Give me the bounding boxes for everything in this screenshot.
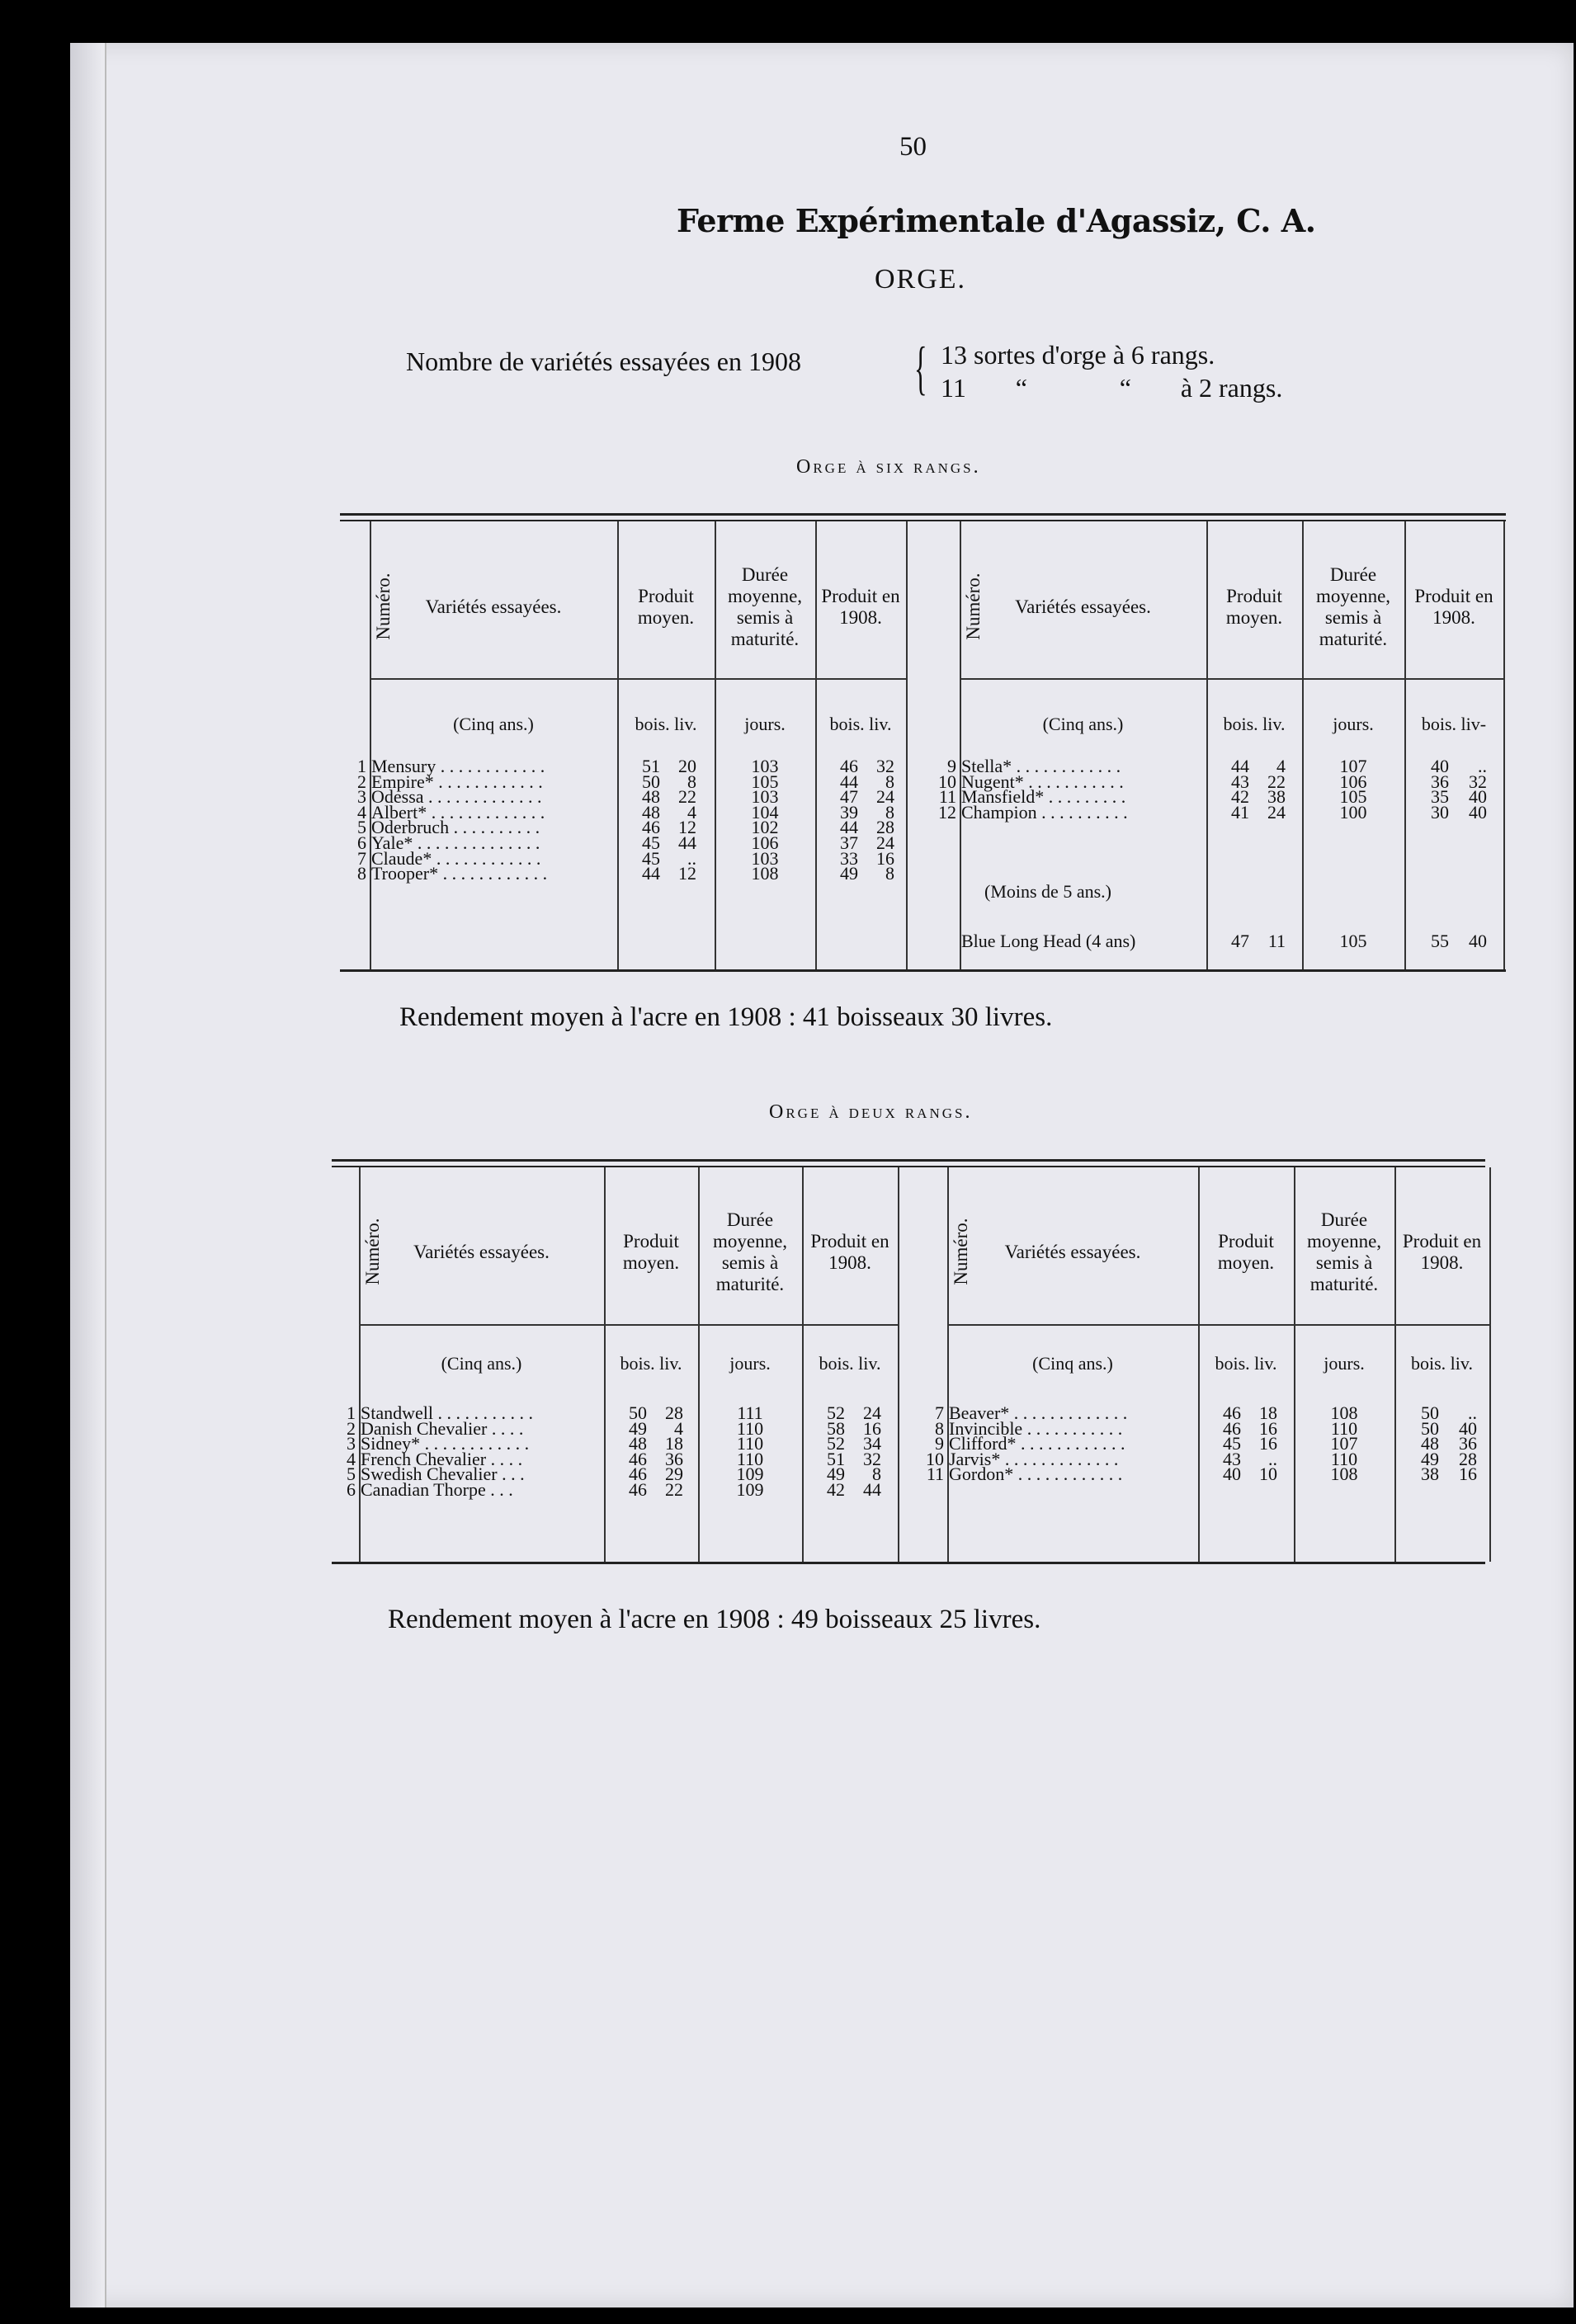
variety-name: Yale* . . . . . . . . . . . . . . [371, 832, 540, 853]
varieties-intro: Nombre de variétés essayées en 1908 [406, 346, 801, 376]
avg-pounds: 44 [678, 832, 696, 853]
avg-bushels: 50 [629, 1402, 647, 1423]
table-top-rule [340, 513, 1506, 516]
avg-pounds: 22 [678, 786, 696, 808]
days-to-maturity: 110 [736, 1448, 764, 1469]
row-number: 12 [938, 801, 956, 823]
days-to-maturity: 104 [751, 801, 779, 823]
variety-name: Clifford* . . . . . . . . . . . . [949, 1433, 1125, 1454]
yield-1908-pounds: 28 [1459, 1448, 1477, 1469]
days-to-maturity: 106 [1339, 771, 1367, 792]
yield-1908-pounds: 32 [863, 1448, 881, 1469]
yield-1908-bushels: 37 [840, 832, 858, 853]
avg-pounds: 38 [1267, 786, 1286, 808]
document-page [70, 43, 1574, 2308]
produit-moyen-header: Produit moyen. [1225, 586, 1283, 628]
yield-1908-bushels: 42 [827, 1479, 845, 1500]
yield-1908-pounds: 32 [1469, 771, 1487, 792]
bois-liv-subheader: bois. liv. [1411, 1353, 1473, 1374]
crop-title: ORGE. [875, 264, 967, 295]
row-number: 2 [357, 771, 366, 792]
duree-header: Durée moyenne, semis à maturité. [1315, 564, 1391, 649]
six-row-rendement: Rendement moyen à l'acre en 1908 : 41 boisseaux 30 livres. [399, 1002, 1053, 1032]
variety-name: Blue Long Head (4 ans) [961, 931, 1136, 951]
row-number: 4 [357, 801, 366, 823]
row-number: 9 [935, 1433, 944, 1454]
avg-bushels: 51 [642, 756, 660, 776]
yield-1908-pounds: 16 [876, 847, 894, 869]
variety-name: Odessa . . . . . . . . . . . . . [371, 786, 542, 808]
variety-name: Swedish Chevalier . . . [361, 1464, 525, 1485]
varieties-two-suffix: à 2 rangs. [1180, 373, 1283, 403]
days-to-maturity: 100 [1339, 801, 1367, 823]
avg-pounds: 20 [678, 756, 696, 776]
avg-bushels: 46 [642, 817, 660, 838]
avg-bushels: 46 [1223, 1417, 1241, 1439]
days-to-maturity: 110 [736, 1417, 764, 1439]
days-to-maturity: 103 [751, 756, 779, 776]
yield-1908-pounds: 24 [876, 786, 894, 808]
row-number: 6 [347, 1479, 356, 1500]
column-divider [715, 521, 716, 969]
duree-header: Durée moyenne, semis à maturité. [712, 1209, 788, 1294]
row-number: 8 [935, 1417, 944, 1439]
yield-1908-bushels: 49 [1421, 1448, 1439, 1469]
period-subheader: (Cinq ans.) [1042, 714, 1124, 734]
row-number: 1 [357, 756, 366, 776]
brace-glyph: { [914, 335, 927, 401]
bois-liv-subheader: bois. liv. [829, 714, 892, 734]
avg-pounds: 18 [1259, 1402, 1277, 1423]
variety-name: Champion . . . . . . . . . . [961, 801, 1128, 823]
variety-name: Stella* . . . . . . . . . . . . [961, 756, 1121, 776]
varietes-header: Variétés essayées. [1004, 1241, 1141, 1262]
column-divider [1503, 521, 1505, 969]
column-divider [906, 521, 908, 969]
days-to-maturity: 110 [1330, 1417, 1358, 1439]
column-divider [370, 521, 371, 969]
yield-1908-bushels: 30 [1431, 801, 1449, 823]
row-number: 7 [357, 847, 366, 869]
variety-name: Nugent* . . . . . . . . . . . [961, 771, 1124, 792]
row-number: 5 [357, 817, 366, 838]
variety-name: Invincible . . . . . . . . . . . [949, 1417, 1123, 1439]
period-subheader: (Cinq ans.) [453, 714, 534, 734]
yield-1908-pounds: 16 [863, 1417, 881, 1439]
moins-subheader: (Moins de 5 ans.) [984, 881, 1111, 902]
bois-liv-subheader: bois. liv. [1215, 1353, 1277, 1374]
avg-bushels: 46 [629, 1479, 647, 1500]
avg-pounds: 28 [665, 1402, 683, 1423]
bois-liv-subheader: bois. liv. [635, 714, 697, 734]
avg-pounds: 22 [1267, 771, 1286, 792]
column-divider [815, 521, 817, 969]
column-divider [960, 521, 961, 969]
numero-header: Numéro. [963, 573, 984, 640]
bois-liv-subheader: bois. liv. [620, 1353, 682, 1374]
days-to-maturity: 109 [736, 1479, 764, 1500]
column-divider [1404, 521, 1406, 969]
yield-1908-pounds: 40 [1459, 1417, 1477, 1439]
six-row-section-title: Orge à six rangs. [796, 456, 981, 478]
column-divider [617, 521, 619, 969]
variety-name: Mansfield* . . . . . . . . . [961, 786, 1126, 808]
numero-header: Numéro. [951, 1217, 971, 1285]
yield-1908-pounds: 34 [863, 1433, 881, 1454]
variety-name: Beaver* . . . . . . . . . . . . . [949, 1402, 1128, 1423]
avg-bushels: 45 [642, 847, 660, 869]
days-to-maturity: 105 [1339, 786, 1367, 808]
column-divider [1302, 521, 1304, 969]
avg-pounds: 10 [1259, 1464, 1277, 1485]
avg-pounds: .. [687, 847, 696, 869]
yield-1908-pounds: 40 [1469, 931, 1487, 951]
days-to-maturity: 107 [1339, 756, 1367, 776]
row-number: 1 [347, 1402, 356, 1423]
yield-1908-pounds: 32 [876, 756, 894, 776]
bois-liv-subheader: bois. liv. [1223, 714, 1286, 734]
table-bottom-rule [332, 1562, 1485, 1564]
produit-moyen-header: Produit moyen. [637, 586, 695, 628]
avg-bushels: 49 [629, 1417, 647, 1439]
yield-1908-bushels: 51 [827, 1448, 845, 1469]
yield-1908-pounds: 16 [1459, 1464, 1477, 1485]
yield-1908-pounds: 8 [885, 771, 894, 792]
varietes-header: Variétés essayées. [1015, 596, 1151, 617]
produit-1908-header: Produit en 1908. [821, 586, 900, 628]
avg-bushels: 46 [1223, 1402, 1241, 1423]
header-rule [960, 678, 1503, 680]
variety-name: Gordon* . . . . . . . . . . . . [949, 1464, 1123, 1485]
yield-1908-bushels: 38 [1421, 1464, 1439, 1485]
bois-liv-subheader: bois. liv- [1421, 714, 1487, 734]
jours-subheader: jours. [744, 714, 786, 734]
avg-pounds: 12 [678, 863, 696, 884]
variety-name: Albert* . . . . . . . . . . . . . [371, 801, 545, 823]
variety-name: Trooper* . . . . . . . . . . . . [371, 863, 548, 884]
two-row-section-title: Orge à deux rangs. [769, 1101, 973, 1123]
avg-pounds: 18 [665, 1433, 683, 1454]
yield-1908-pounds: 40 [1469, 786, 1487, 808]
produit-1908-header: Produit en 1908. [1414, 586, 1493, 628]
yield-1908-pounds: 8 [885, 801, 894, 823]
two-row-rendement: Rendement moyen à l'acre en 1908 : 49 boisseaux 25 livres. [388, 1605, 1041, 1634]
avg-bushels: 42 [1231, 786, 1249, 808]
numero-header: Numéro. [373, 573, 394, 640]
header-rule [370, 678, 906, 680]
variety-name: Sidney* . . . . . . . . . . . . [361, 1433, 530, 1454]
ditto-mark: “ [1015, 373, 1027, 403]
days-to-maturity: 110 [736, 1433, 764, 1454]
yield-1908-bushels: 49 [827, 1464, 845, 1485]
table-top-rule [340, 520, 1506, 521]
days-to-maturity: 108 [1330, 1402, 1358, 1423]
variety-name: Jarvis* . . . . . . . . . . . . . [949, 1448, 1119, 1469]
yield-1908-pounds: .. [1468, 1402, 1477, 1423]
avg-pounds: .. [1268, 1448, 1277, 1469]
avg-pounds: 22 [665, 1479, 683, 1500]
days-to-maturity: 111 [737, 1402, 763, 1423]
avg-pounds: 36 [665, 1448, 683, 1469]
yield-1908-pounds: 36 [1459, 1433, 1477, 1454]
period-subheader: (Cinq ans.) [1032, 1353, 1113, 1374]
days-to-maturity: 103 [751, 786, 779, 808]
produit-1908-header: Produit en 1908. [810, 1230, 889, 1273]
yield-1908-bushels: 58 [827, 1417, 845, 1439]
avg-pounds: 4 [674, 1417, 683, 1439]
avg-bushels: 47 [1231, 931, 1249, 951]
varieties-two-line [941, 371, 1282, 404]
bois-liv-subheader: bois. liv. [819, 1353, 881, 1374]
table-top-rule [332, 1166, 1485, 1167]
yield-1908-bushels: 35 [1431, 786, 1449, 808]
avg-bushels: 44 [1231, 756, 1249, 776]
days-to-maturity: 110 [1330, 1448, 1358, 1469]
yield-1908-bushels: 44 [840, 817, 858, 838]
table-top-rule [332, 1159, 1485, 1162]
days-to-maturity: 105 [751, 771, 779, 792]
days-to-maturity: 108 [751, 863, 779, 884]
yield-1908-bushels: 40 [1431, 756, 1449, 776]
variety-name: Claude* . . . . . . . . . . . . [371, 847, 541, 869]
yield-1908-bushels: 36 [1431, 771, 1449, 792]
avg-pounds: 29 [665, 1464, 683, 1485]
row-number: 8 [357, 863, 366, 884]
avg-pounds: 16 [1259, 1417, 1277, 1439]
row-number: 10 [938, 771, 956, 792]
avg-pounds: 8 [687, 771, 696, 792]
row-number: 4 [347, 1448, 356, 1469]
row-number: 7 [935, 1402, 944, 1423]
avg-pounds: 24 [1267, 801, 1286, 823]
variety-name: Mensury . . . . . . . . . . . . [371, 756, 545, 776]
yield-1908-bushels: 33 [840, 847, 858, 869]
header-rule [947, 1324, 1489, 1326]
avg-bushels: 46 [629, 1448, 647, 1469]
period-subheader: (Cinq ans.) [441, 1353, 522, 1374]
avg-bushels: 43 [1231, 771, 1249, 792]
days-to-maturity: 103 [751, 847, 779, 869]
avg-bushels: 43 [1223, 1448, 1241, 1469]
yield-1908-bushels: 47 [840, 786, 858, 808]
avg-bushels: 48 [642, 801, 660, 823]
avg-pounds: 16 [1259, 1433, 1277, 1454]
variety-name: Standwell . . . . . . . . . . . [361, 1402, 533, 1423]
avg-pounds: 11 [1267, 931, 1286, 951]
farm-title: Ferme Expérimentale d'Agassiz, C. A. [677, 202, 1316, 239]
yield-1908-bushels: 39 [840, 801, 858, 823]
row-number: 9 [947, 756, 956, 776]
avg-bushels: 41 [1231, 801, 1249, 823]
days-to-maturity: 109 [736, 1464, 764, 1485]
days-to-maturity: 102 [751, 817, 779, 838]
row-number: 6 [357, 832, 366, 853]
produit-moyen-header: Produit moyen. [1217, 1230, 1275, 1273]
varieties-two-count: 11 [941, 373, 966, 403]
variety-name: Empire* . . . . . . . . . . . . [371, 771, 543, 792]
variety-name: Canadian Thorpe . . . [361, 1479, 513, 1500]
yield-1908-bushels: 44 [840, 771, 858, 792]
yield-1908-pounds: 8 [872, 1464, 881, 1485]
row-number: 5 [347, 1464, 356, 1485]
varietes-header: Variétés essayées. [413, 1241, 550, 1262]
row-number: 2 [347, 1417, 356, 1439]
days-to-maturity: 107 [1330, 1433, 1358, 1454]
yield-1908-bushels: 48 [1421, 1433, 1439, 1454]
duree-header: Durée moyenne, semis à maturité. [1306, 1209, 1382, 1294]
days-to-maturity: 105 [1339, 931, 1367, 951]
variety-name: Danish Chevalier . . . . [361, 1417, 524, 1439]
column-divider [898, 1167, 899, 1562]
varietes-header: Variétés essayées. [425, 596, 562, 617]
varieties-six-line: 13 sortes d'orge à 6 rangs. [941, 340, 1215, 370]
yield-1908-pounds: 24 [863, 1402, 881, 1423]
column-divider [1489, 1167, 1491, 1562]
duree-header: Durée moyenne, semis à maturité. [727, 564, 803, 649]
avg-bushels: 50 [642, 771, 660, 792]
yield-1908-bushels: 55 [1431, 931, 1449, 951]
varieties-counts [941, 338, 1282, 404]
yield-1908-bushels: 50 [1421, 1417, 1439, 1439]
numero-header: Numéro. [362, 1217, 383, 1285]
yield-1908-pounds: 28 [876, 817, 894, 838]
page-spine [70, 43, 106, 2308]
row-number: 3 [347, 1433, 356, 1454]
yield-1908-pounds: 24 [876, 832, 894, 853]
variety-name: French Chevalier . . . . [361, 1448, 523, 1469]
header-rule [359, 1324, 898, 1326]
page-number: 50 [899, 132, 927, 162]
avg-pounds: 4 [1276, 756, 1286, 776]
yield-1908-bushels: 46 [840, 756, 858, 776]
yield-1908-bushels: 49 [840, 863, 858, 884]
avg-pounds: 4 [687, 801, 696, 823]
jours-subheader: jours. [729, 1353, 771, 1374]
avg-bushels: 46 [629, 1464, 647, 1485]
row-number: 10 [926, 1448, 944, 1469]
jours-subheader: jours. [1333, 714, 1374, 734]
yield-1908-pounds: 8 [885, 863, 894, 884]
yield-1908-bushels: 52 [827, 1402, 845, 1423]
column-divider [1206, 521, 1208, 969]
avg-bushels: 40 [1223, 1464, 1241, 1485]
jours-subheader: jours. [1324, 1353, 1365, 1374]
row-number: 11 [926, 1464, 944, 1485]
yield-1908-pounds: 40 [1469, 801, 1487, 823]
days-to-maturity: 106 [751, 832, 779, 853]
ditto-mark: “ [1119, 373, 1131, 403]
avg-bushels: 48 [629, 1433, 647, 1454]
yield-1908-bushels: 50 [1421, 1402, 1439, 1423]
avg-bushels: 45 [1223, 1433, 1241, 1454]
row-number: 11 [938, 786, 956, 808]
avg-bushels: 48 [642, 786, 660, 808]
produit-moyen-header: Produit moyen. [622, 1230, 680, 1273]
row-number: 3 [357, 786, 366, 808]
produit-1908-header: Produit en 1908. [1402, 1230, 1482, 1273]
table-bottom-rule [340, 969, 1506, 972]
avg-pounds: 12 [678, 817, 696, 838]
yield-1908-pounds: .. [1478, 756, 1487, 776]
yield-1908-bushels: 52 [827, 1433, 845, 1454]
variety-name: Oderbruch . . . . . . . . . . [371, 817, 540, 838]
days-to-maturity: 108 [1330, 1464, 1358, 1485]
yield-1908-pounds: 44 [863, 1479, 881, 1500]
avg-bushels: 44 [642, 863, 660, 884]
avg-bushels: 45 [642, 832, 660, 853]
